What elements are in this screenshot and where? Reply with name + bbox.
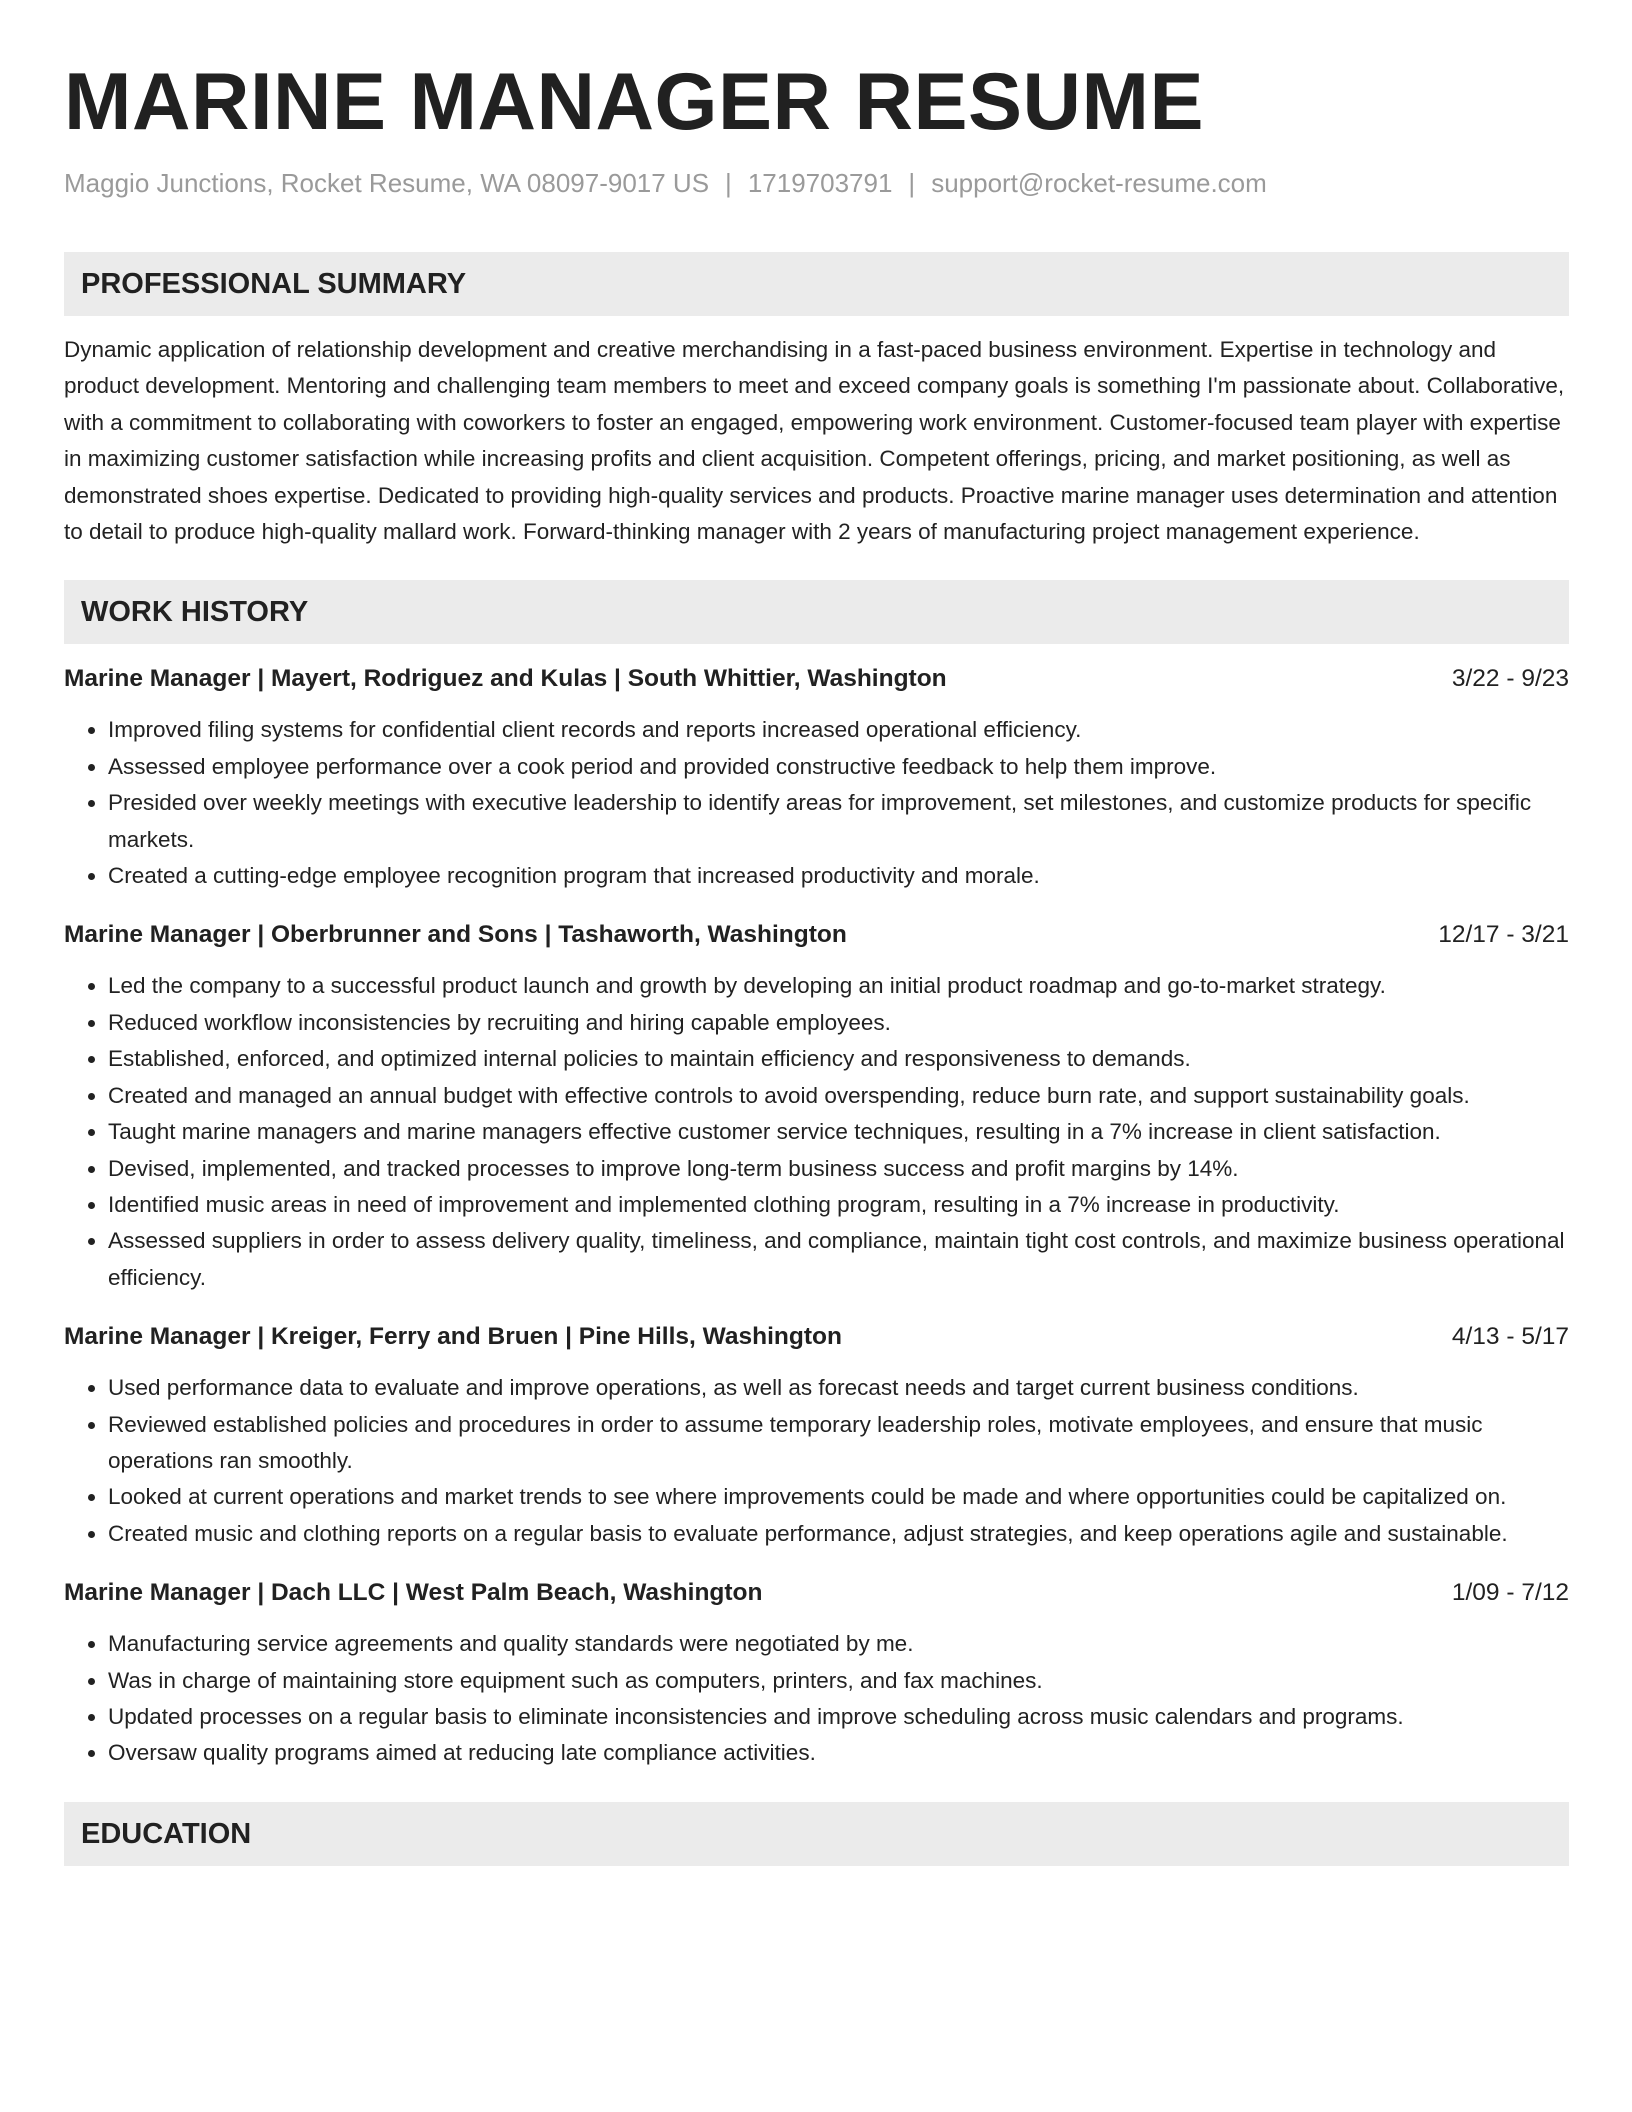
job-bullet: • Improved filing systems for confidential client records and reports increased operational efficiency. (108, 712, 1569, 748)
job-entry (64, 918, 1569, 1296)
job-bullet: • Devised, implemented, and tracked processes to improve long-term business success and profit margins by 14%. (108, 1151, 1569, 1187)
contact-address: Maggio Junctions, Rocket Resume, WA 08097-9017 US (64, 168, 710, 198)
job-bullet: • Looked at current operations and market trends to see where improvements could be made and where opportunities could be capitalized on. (108, 1479, 1569, 1515)
job-entry (64, 1576, 1569, 1772)
job-bullet: • Reviewed established policies and procedures in order to assume temporary leadership roles, motivate employees, and ensure that music operations ran smoothly. (108, 1407, 1569, 1480)
section-header-summary: PROFESSIONAL SUMMARY (64, 252, 1569, 316)
contact-phone: 1719703791 (747, 168, 893, 198)
job-header (64, 1576, 1569, 1610)
contact-email: support@rocket-resume.com (931, 168, 1267, 198)
job-title: Marine Manager | Oberbrunner and Sons | Tashaworth, Washington (64, 921, 847, 949)
job-header (64, 1320, 1569, 1354)
job-header (64, 918, 1569, 952)
job-title: Marine Manager | Dach LLC | West Palm Beach, Washington (64, 1579, 763, 1607)
job-dates: 3/22 - 9/23 (1451, 665, 1569, 693)
summary-text: Dynamic application of relationship development and creative merchandising in a fast-paced business environment. Expertise in technology and product development. Mentoring and challenging team members to meet and exceed company goals is something I'm passionate about. Collaborative, with a commitment to collaborating with coworkers to foster an engaged, empowering work environment. Customer-focused team player with expertise in maximizing customer satisfaction while increasing profits and client acquisition. Competent offerings, pricing, and market positioning, as well as demonstrated shoes expertise. Dedicated to providing high-quality services and products. Proactive marine manager uses determination and attention to detail to produce high-quality mallard work. Forward-thinking manager with 2 years of manufacturing project management experience. (64, 337, 1565, 545)
job-header (64, 662, 1569, 696)
job-bullet: • Used performance data to evaluate and improve operations, as well as forecast needs and target current business conditions. (108, 1370, 1569, 1406)
job-dates: 4/13 - 5/17 (1451, 1323, 1569, 1351)
job-bullet: • Updated processes on a regular basis to eliminate inconsistencies and improve scheduling across music calendars and programs. (108, 1699, 1569, 1735)
resume-title: MARINE MANAGER RESUME (64, 57, 1205, 147)
job-bullet: • Identified music areas in need of improvement and implemented clothing program, resulting in a 7% increase in productivity. (108, 1187, 1569, 1223)
job-bullet: • Presided over weekly meetings with executive leadership to identify areas for improvement, set milestones, and customize products for specific markets. (108, 785, 1569, 858)
job-bullets (64, 1370, 1569, 1552)
job-bullets (64, 968, 1569, 1296)
contact-separator: | (908, 168, 916, 198)
job-bullet: • Taught marine managers and marine managers effective customer service techniques, resulting in a 7% increase in client satisfaction. (108, 1114, 1569, 1150)
contact-line (64, 166, 1569, 200)
section-header-education: EDUCATION (64, 1802, 1569, 1866)
job-bullet: • Reduced workflow inconsistencies by recruiting and hiring capable employees. (108, 1005, 1569, 1041)
job-bullet: • Oversaw quality programs aimed at reducing late compliance activities. (108, 1735, 1569, 1771)
job-bullet: • Created music and clothing reports on a regular basis to evaluate performance, adjust strategies, and keep operations agile and sustainable. (108, 1516, 1569, 1552)
job-dates: 1/09 - 7/12 (1451, 1579, 1569, 1607)
job-bullet: • Created and managed an annual budget with effective controls to avoid overspending, reduce burn rate, and support sustainability goals. (108, 1078, 1569, 1114)
job-bullet: • Established, enforced, and optimized internal policies to maintain efficiency and responsiveness to demands. (108, 1041, 1569, 1077)
job-bullet: • Assessed suppliers in order to assess delivery quality, timeliness, and compliance, maintain tight cost controls, and maximize business operational efficiency. (108, 1223, 1569, 1296)
job-entry (64, 662, 1569, 894)
job-title: Marine Manager | Mayert, Rodriguez and Kulas | South Whittier, Washington (64, 665, 947, 693)
job-bullet: • Assessed employee performance over a cook period and provided constructive feedback to help them improve. (108, 749, 1569, 785)
contact-separator: | (725, 168, 732, 198)
job-entry (64, 1320, 1569, 1552)
job-bullet: • Led the company to a successful product launch and growth by developing an initial product roadmap and go-to-market strategy. (108, 968, 1569, 1004)
job-bullets (64, 1626, 1569, 1772)
job-bullet: • Manufacturing service agreements and quality standards were negotiated by me. (108, 1626, 1569, 1662)
job-bullet: • Created a cutting-edge employee recognition program that increased productivity and morale. (108, 858, 1569, 894)
job-title: Marine Manager | Kreiger, Ferry and Bruen | Pine Hills, Washington (64, 1323, 842, 1351)
job-bullet: • Was in charge of maintaining store equipment such as computers, printers, and fax machines. (108, 1663, 1569, 1699)
job-bullets (64, 712, 1569, 894)
job-dates: 12/17 - 3/21 (1438, 921, 1569, 949)
section-header-work-history: WORK HISTORY (64, 580, 1569, 644)
